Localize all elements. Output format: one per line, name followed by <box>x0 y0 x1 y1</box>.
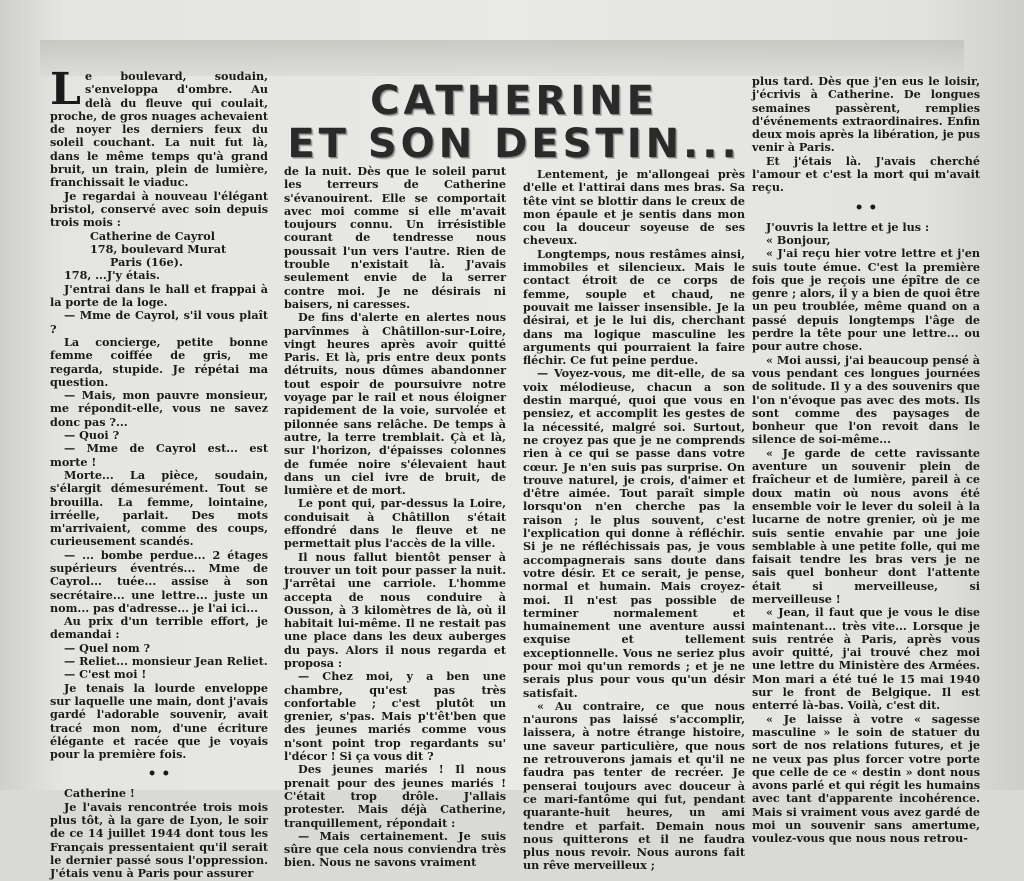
drop-cap: L <box>50 64 81 115</box>
title-line-2: ET SON DESTIN... <box>287 121 741 167</box>
paragraph: Le pont qui, par-dessus la Loire, conduisait à Châtillon s'était effondré dans le fleuve et ne permettait plus l'accès de la ville. <box>284 496 506 551</box>
paragraph: plus tard. Dès que j'en eus le loisir, j'écrivis à Catherine. De longues semaines passèrent, remplies d'événements extraordinaires. Enfin deux mois après la libération, je pus venir à Paris. <box>752 74 980 155</box>
paragraph: — Voyez-vous, me dit-elle, de sa voix mélodieuse, chacun a son destin marqué, quoi que vous en pensiez, et accomplit les gestes de la nécessité, malgré soi. Surtout, ne croyez pas que je ne comprends rien à ce qui se passe dans votre cœur. Je n'en suis pas surprise. On trouve naturel, je crois, d'aimer et d'être aimée. Tout paraît simple lorsqu'on n'en cherche pas la raison ; le plus souvent, c'est l'explication qui donne à réfléchir. Si je ne réfléchissais pas, je vous accompagnerais sans doute dans votre désir. Et ce serait, je pense, normal et humain. Mais croyez-moi. Il n'est pas possible de terminer normalement et humainement une aventure aussi exquise et tellement exceptionnelle. Vous ne seriez plus pour moi qu'un remords ; et je ne serais plus pour vous qu'un désir satisfait. <box>523 366 745 700</box>
paragraph: — Quoi ? <box>64 428 120 443</box>
article-title <box>284 80 744 166</box>
column-1 <box>50 64 268 881</box>
paragraph: Et j'étais là. J'avais cherché l'amour et c'est la mort qui m'avait reçu. <box>752 153 980 195</box>
paragraph: Longtemps, nous restâmes ainsi, immobiles et silencieux. Mais le contact étroit de ce corps de femme, souple et chaud, ne pouvait me laisser insensible. Je la désirai, et je le lui dis, cherchant dans ma logique masculine les arguments qui pourraient la faire fléchir. Ce fut peine perdue. <box>523 246 745 368</box>
paragraph: Lentement, je m'allongeai près d'elle et l'attirai dans mes bras. Sa tête vint se blottir dans le creux de mon épaule et je sentis dans mon cou la douceur soyeuse de ses cheveux. <box>523 167 745 248</box>
paragraph: — Mais, mon pauvre monsieur, me répondit-elle, vous ne savez donc pas ?... <box>50 388 268 429</box>
column-4 <box>752 74 980 846</box>
paragraph: « Je garde de cette ravissante aventure un souvenir plein de fraîcheur et de lumière, pareil à ce doux matin où nous avons été ensemble voir le lever du soleil à la lucarne de notre grenier, où je me suis sentie envahie par une joie semblable à une petite folle, qui me faisait tendre les bras vers je ne sais quel bonheur dont l'attente était si merveilleuse, si merveilleuse ! <box>752 445 980 606</box>
address-line: Catherine de Cayrol <box>90 228 215 243</box>
paragraph: Je regardai à nouveau l'élégant bristol, conservé avec soin depuis trois mois : <box>50 188 268 230</box>
paragraph: « Jean, il faut que je vous le dise maintenant... très vite... Lorsque je suis rentrée à Paris, après vous avoir quitté, j'ai trouvé chez moi une lettre du Ministère des Armées. Mon mari a été tué le 15 mai 1940 sur le front de Belgique. Il est enterré là-bas. Voilà, c'est dit. <box>752 605 980 713</box>
paragraph: e boulevard, soudain, s'enveloppa d'ombre. Au delà du fleuve qui coulait, proche, de gros nuages achevaient de noyer les derniers feux du soleil couchant. La nuit fut là, dans le même temps qu'à grand bruit, un train, plein de lumière, franchissait le viaduc. <box>50 69 268 190</box>
paragraph: — C'est moi ! <box>64 667 147 682</box>
paragraph: Je tenais la lourde enveloppe sur laquelle une main, dont j'avais gardé l'adorable souvenir, avait tracé mon nom, d'une écriture élégante et racée que je voyais pour la première fois. <box>50 680 268 762</box>
paragraph: « J'ai reçu hier votre lettre et j'en suis toute émue. C'est la première fois que je reçois une épître de ce genre ; alors, il y a bien de quoi être un peu troublée, même quand on a passé depuis longtemps l'âge de perdre la tête pour une lettre... ou pour autre chose. <box>752 246 980 354</box>
section-separator: • • <box>147 766 171 783</box>
paragraph: — Mme de Cayrol est... est morte ! <box>50 441 268 469</box>
paragraph: Morte... La pièce, soudain, s'élargit démesurément. Tout se brouilla. La femme, lointaine, irréelle, parlait. Des mots m'arrivaient, comme des coups, curieusement scandés. <box>50 467 268 549</box>
paragraph: — Quel nom ? <box>64 640 151 655</box>
paragraph: Au prix d'un terrible effort, je demandai : <box>50 614 268 642</box>
paragraph: « Bonjour, <box>766 232 831 247</box>
address-line: 178, boulevard Murat <box>90 241 227 256</box>
paragraph: Des jeunes mariés ! Il nous prenait pour des jeunes mariés ! C'était trop drôle. J'allais protester. Mais déjà Catherine, tranquillement, répondait : <box>284 762 506 830</box>
paragraph: — Chez moi, y a ben une chambre, qu'est pas très confortable ; c'est plutôt un grenier, s'pas. Mais p't'êt'ben que des jeunes mariés comme vous n'sont point trop regardants su' l'décor ! Si ça vous dit ? <box>284 669 506 764</box>
column-3 <box>523 167 745 873</box>
paragraph: 178, ...J'y étais. <box>64 268 160 283</box>
paragraph: « Moi aussi, j'ai beaucoup pensé à vous pendant ces longues journées de solitude. Il y a des souvenirs que l'on n'évoque pas avec des mots. Ils sont comme des paysages de bonheur que l'on revoit dans le silence de soi-même... <box>752 352 980 447</box>
paragraph: — Mais certainement. Je suis sûre que cela nous conviendra très bien. Nous ne savons vraiment <box>284 828 506 870</box>
paragraph: Il nous fallut bientôt penser à trouver un toit pour passer la nuit. J'arrêtai une carriole. L'homme accepta de nous conduire à Ousson, à 3 kilomètres de là, où il habitait lui-même. Il ne restait pas une place dans les deux auberges du pays. Alors il nous regarda et proposa : <box>284 549 506 670</box>
paragraph: « Je laisse à votre « sagesse masculine » le soin de statuer du sort de nos relations futures, et je ne veux pas plus forcer votre porte que celle de ce « destin » dont nous avons parlé et qui régit les humains avec tant d'apparente incohérence. Mais si vraiment vous avez gardé de moi un souvenir sans amertume, voulez-vous que nous nous retrou- <box>752 711 980 846</box>
paragraph: — Mme de Cayrol, s'il vous plaît ? <box>50 308 268 336</box>
title-line-1: CATHERINE <box>370 78 658 124</box>
paragraph: Je l'avais rencontrée trois mois plus tôt, à la gare de Lyon, le soir de ce 14 juillet 1944 dont tous les Français pressentaient qu'il serait le dernier passé sous l'oppression. J'étais venu à Paris pour assurer <box>50 799 268 881</box>
paragraph: — Reliet... monsieur Jean Reliet. <box>64 654 268 669</box>
section-separator: • • <box>854 199 878 216</box>
column-2 <box>284 164 506 870</box>
paragraph: Catherine ! <box>64 786 135 801</box>
paragraph: De fins d'alerte en alertes nous parvînmes à Châtillon-sur-Loire, vingt heures après avoir quitté Paris. Et là, pris entre deux ponts détruits, nous dûmes abandonner tout espoir de poursuivre notre voyage par le rail et nous éloigner rapidement de la voie, survolée et pilonnée sans relâche. De temps à autre, la terre tremblait. Çà et là, sur l'horizon, d'épaisses colonnes de fumée noire s'élevaient haut dans un ciel ivre de bruit, de lumière et de mort. <box>284 310 506 498</box>
paragraph: La concierge, petite bonne femme coiffée de gris, me regarda, stupide. Je répétai ma question. <box>50 334 268 389</box>
address-line: Paris (16e). <box>110 255 183 270</box>
paragraph: J'entrai dans le hall et frappai à la porte de la loge. <box>50 281 268 310</box>
paragraph: « Au contraire, ce que nous n'aurons pas laissé s'accomplir, laissera, à notre étrange histoire, une saveur particulière, que nous ne retrouverons jamais et qu'il ne faudra pas tenter de recréer. Je penserai toujours avec douceur à ce mari-fantôme qui fut, pendant quarante-huit heures, un ami tendre et parfait. Demain nous nous quitterons et il ne faudra plus nous revoir. Nous aurons fait un rêve merveilleux ; <box>523 698 745 873</box>
paragraph: — ... bombe perdue... 2 étages supérieurs éventrés... Mme de Cayrol... tuée... assise à son secrétaire... une lettre... juste un nom... pas d'adresse... je l'ai ici... <box>50 547 268 615</box>
paragraph: de la nuit. Dès que le soleil parut les terreurs de Catherine s'évanouirent. Elle se comportait avec moi comme si elle m'avait toujours connu. Un irrésistible courant de tendresse nous poussait l'un vers l'autre. Rien de trouble n'existait là. J'avais seulement envie de la serrer contre moi. Je ne désirais ni baisers, ni caresses. <box>284 164 506 311</box>
paragraph: J'ouvris la lettre et je lus : <box>766 219 930 234</box>
